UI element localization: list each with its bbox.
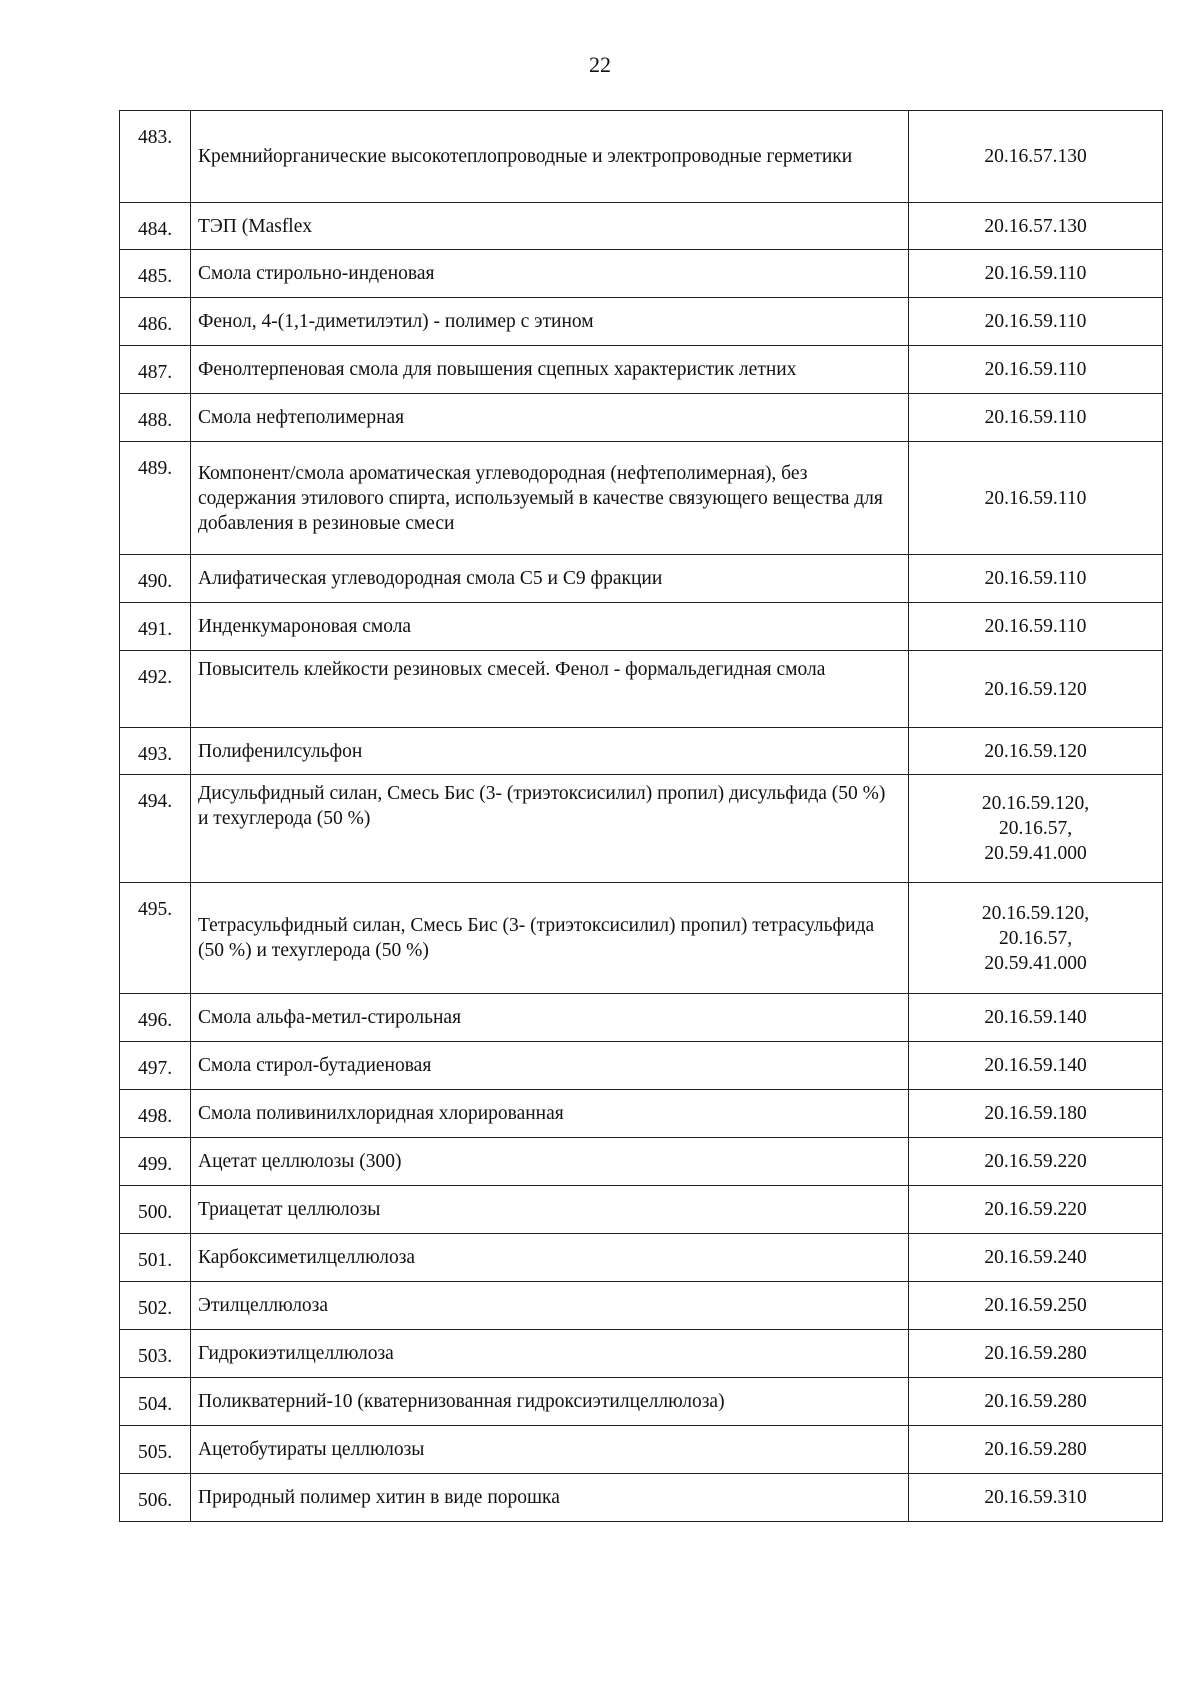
row-number: 506.	[120, 1474, 191, 1522]
product-name: Смола поливинилхлоридная хлорированная	[191, 1090, 909, 1138]
row-number: 493.	[120, 728, 191, 775]
row-number: 484.	[120, 203, 191, 250]
okpd-code: 20.16.57.130	[984, 215, 1087, 237]
table-row	[120, 1378, 1163, 1426]
table-row	[120, 555, 1163, 603]
row-number: 499.	[120, 1138, 191, 1186]
product-name: Инденкумароновая смола	[191, 603, 909, 651]
product-name: Смола альфа-метил-стирольная	[191, 994, 909, 1042]
product-name: Повыситель клейкости резиновых смесей. Фенол - формальдегидная смола	[191, 651, 909, 728]
row-number: 487.	[120, 346, 191, 394]
okpd-code: 20.16.59.220	[984, 1199, 1087, 1220]
row-number: 490.	[120, 555, 191, 603]
okpd-code-cell	[909, 111, 1163, 203]
product-name: ТЭП (Masflex	[191, 203, 909, 250]
table-row	[120, 775, 1163, 883]
row-number: 486.	[120, 298, 191, 346]
row-number: 500.	[120, 1186, 191, 1234]
okpd-code: 20.16.59.140	[984, 1055, 1087, 1076]
okpd-code-cell	[909, 1138, 1163, 1186]
row-number: 485.	[120, 250, 191, 298]
okpd-code-cell	[909, 298, 1163, 346]
okpd-code: 20.16.57,	[998, 927, 1073, 949]
product-name: Ацетобутираты целлюлозы	[191, 1426, 909, 1474]
row-number: 495.	[120, 883, 191, 994]
okpd-code-cell	[909, 1426, 1163, 1474]
product-name: Компонент/смола ароматическая углеводородная (нефтеполимерная), без содержания этилового спирта, используемый в качестве связующего вещества для добавления в резиновые смеси	[191, 442, 909, 555]
table-row	[120, 728, 1163, 775]
product-name: Кремнийорганические высокотеплопроводные и электропроводные герметики	[191, 111, 909, 203]
product-name: Поликватерний-10 (кватернизованная гидроксиэтилцеллюлоза)	[191, 1378, 909, 1426]
okpd-code: 20.16.59.280	[984, 1439, 1087, 1460]
table-row	[120, 203, 1163, 250]
okpd-code-cell	[909, 394, 1163, 442]
table-body	[120, 111, 1163, 1522]
okpd-code: 20.16.59.110	[984, 616, 1087, 637]
table-row	[120, 298, 1163, 346]
table-row	[120, 1138, 1163, 1186]
row-number: 498.	[120, 1090, 191, 1138]
okpd-code-cell	[909, 1042, 1163, 1090]
table-row	[120, 394, 1163, 442]
row-number: 501.	[120, 1234, 191, 1282]
row-number: 489.	[120, 442, 191, 555]
okpd-code-cell	[909, 1282, 1163, 1330]
okpd-code-cell	[909, 728, 1163, 775]
okpd-code: 20.16.59.310	[984, 1487, 1087, 1508]
okpd-code: 20.16.59.110	[984, 311, 1087, 332]
row-number: 491.	[120, 603, 191, 651]
table-row	[120, 603, 1163, 651]
row-number: 492.	[120, 651, 191, 728]
okpd-code: 20.16.59.110	[984, 568, 1087, 589]
product-name: Алифатическая углеводородная смола С5 и С9 фракции	[191, 555, 909, 603]
row-number: 503.	[120, 1330, 191, 1378]
product-name: Тетрасульфидный силан, Смесь Бис (3- (триэтоксисилил) пропил) тетрасульфида (50 %) и техуглерода (50 %)	[191, 883, 909, 994]
table-row	[120, 1330, 1163, 1378]
okpd-code-cell	[909, 603, 1163, 651]
product-name: Смола стирол-бутадиеновая	[191, 1042, 909, 1090]
product-name: Дисульфидный силан, Смесь Бис (3- (триэтоксисилил) пропил) дисульфида (50 %) и техуглерода (50 %)	[191, 775, 909, 883]
product-table	[119, 110, 1163, 1522]
product-name: Смола нефтеполимерная	[191, 394, 909, 442]
product-name: Триацетат целлюлозы	[191, 1186, 909, 1234]
table-row	[120, 883, 1163, 994]
product-name: Смола стирольно-инденовая	[191, 250, 909, 298]
row-number: 494.	[120, 775, 191, 883]
row-number: 505.	[120, 1426, 191, 1474]
okpd-code: 20.16.59.250	[984, 1295, 1087, 1316]
table-row	[120, 1474, 1163, 1522]
okpd-code-cell	[909, 555, 1163, 603]
okpd-code-cell	[909, 1378, 1163, 1426]
okpd-code-cell	[909, 1330, 1163, 1378]
okpd-code-cell	[909, 883, 1163, 994]
product-name: Фенолтерпеновая смола для повышения сцепных характеристик летних	[191, 346, 909, 394]
table-row	[120, 994, 1163, 1042]
okpd-code: 20.16.59.120,	[981, 902, 1090, 924]
page-number: 22	[589, 52, 611, 77]
okpd-code: 20.16.57.130	[984, 146, 1087, 167]
okpd-code-cell	[909, 442, 1163, 555]
okpd-code: 20.59.41.000	[984, 952, 1087, 974]
table-row	[120, 250, 1163, 298]
okpd-code-cell	[909, 1186, 1163, 1234]
row-number: 488.	[120, 394, 191, 442]
okpd-code: 20.16.59.110	[984, 407, 1087, 428]
row-number: 497.	[120, 1042, 191, 1090]
okpd-code: 20.16.59.110	[984, 487, 1087, 509]
table-row	[120, 111, 1163, 203]
product-name: Ацетат целлюлозы (300)	[191, 1138, 909, 1186]
okpd-code: 20.16.59.120,	[981, 793, 1090, 814]
row-number: 502.	[120, 1282, 191, 1330]
table-row	[120, 346, 1163, 394]
product-name: Карбоксиметилцеллюлоза	[191, 1234, 909, 1282]
okpd-code: 20.16.59.110	[984, 359, 1087, 380]
okpd-code: 20.16.57,	[998, 818, 1073, 839]
okpd-code: 20.16.59.110	[984, 263, 1087, 284]
table-row	[120, 1090, 1163, 1138]
product-name: Природный полимер хитин в виде порошка	[191, 1474, 909, 1522]
okpd-code: 20.16.59.220	[984, 1151, 1087, 1172]
okpd-code-cell	[909, 1234, 1163, 1282]
okpd-code-cell	[909, 1474, 1163, 1522]
table-row	[120, 1282, 1163, 1330]
okpd-code: 20.16.59.240	[984, 1247, 1087, 1268]
table-row	[120, 1042, 1163, 1090]
okpd-code-cell	[909, 203, 1163, 250]
okpd-code-cell	[909, 651, 1163, 728]
row-number: 496.	[120, 994, 191, 1042]
table-row	[120, 1426, 1163, 1474]
table-row	[120, 1234, 1163, 1282]
okpd-code: 20.16.59.120	[984, 740, 1087, 762]
table-row	[120, 442, 1163, 555]
okpd-code: 20.16.59.120	[984, 678, 1087, 700]
okpd-code: 20.16.59.180	[984, 1103, 1087, 1124]
row-number: 504.	[120, 1378, 191, 1426]
okpd-code-cell	[909, 1090, 1163, 1138]
okpd-code-cell	[909, 775, 1163, 883]
okpd-code: 20.16.59.140	[984, 1007, 1087, 1028]
product-name: Гидрокиэтилцеллюлоза	[191, 1330, 909, 1378]
okpd-code: 20.59.41.000	[984, 843, 1087, 864]
product-name: Фенол, 4-(1,1-диметилэтил) - полимер с этином	[191, 298, 909, 346]
product-name: Полифенилсульфон	[191, 728, 909, 775]
row-number: 483.	[120, 111, 191, 203]
okpd-code-cell	[909, 346, 1163, 394]
table-row	[120, 1186, 1163, 1234]
okpd-code: 20.16.59.280	[984, 1391, 1087, 1412]
okpd-code-cell	[909, 250, 1163, 298]
okpd-code-cell	[909, 994, 1163, 1042]
product-name: Этилцеллюлоза	[191, 1282, 909, 1330]
table-row	[120, 651, 1163, 728]
okpd-code: 20.16.59.280	[984, 1343, 1087, 1364]
